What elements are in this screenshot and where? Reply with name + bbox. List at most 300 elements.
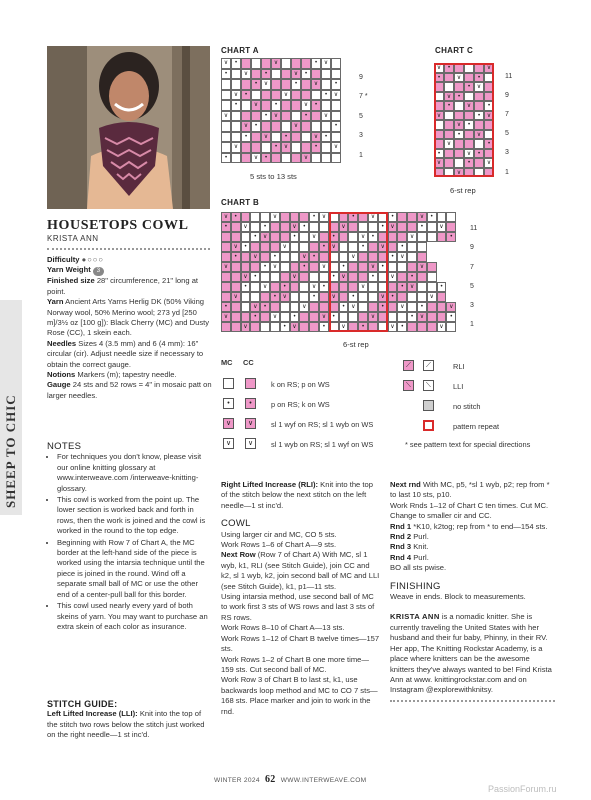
slip-wyb-icon: ∨	[223, 438, 234, 449]
chart-cell	[311, 111, 321, 122]
chart-cell	[280, 222, 290, 232]
chart-cell	[311, 121, 321, 132]
chart-cell: •	[474, 111, 484, 121]
chart-cell: •	[309, 292, 319, 302]
row-number: 11	[505, 73, 513, 80]
page-footer	[214, 774, 394, 785]
no-stitch-icon	[423, 400, 434, 411]
chart-cell	[241, 252, 251, 262]
row-number: 11	[470, 225, 478, 232]
chart-cell	[427, 262, 437, 272]
chart-cell	[388, 242, 398, 252]
chart-cell	[397, 292, 407, 302]
chart-cell	[221, 100, 231, 111]
chart-cell: ∨	[290, 322, 300, 332]
chart-cell	[270, 232, 280, 242]
chart-cell	[281, 79, 291, 90]
chart-cell: •	[446, 312, 456, 322]
chart-cell: ∨	[397, 302, 407, 312]
chart-cell: ∨	[358, 232, 368, 242]
chart-cell: •	[434, 149, 444, 159]
chart-cell: ∨	[407, 232, 417, 242]
row-number: 5	[470, 283, 474, 290]
chart-cell	[231, 322, 241, 332]
chart-cell	[291, 58, 301, 69]
chart-cell: ∨	[280, 292, 290, 302]
chart-cell: •	[348, 292, 358, 302]
chart-cell	[231, 222, 241, 232]
chart-cell: ∨	[291, 69, 301, 80]
chart-cell	[270, 222, 280, 232]
chart-cell: •	[270, 252, 280, 262]
chart-cell	[221, 121, 231, 132]
chart-cell: ∨	[484, 158, 494, 168]
rnd-label: Rnd 2	[390, 532, 412, 542]
chart-cell	[290, 262, 300, 272]
slip-wyf-icon: ∨	[245, 418, 256, 429]
chart-cell	[280, 262, 290, 272]
chart-cell: •	[221, 69, 231, 80]
chart-cell	[407, 292, 417, 302]
chart-cell	[261, 121, 271, 132]
chart-cell	[270, 282, 280, 292]
chart-cell: ∨	[464, 101, 474, 111]
chart-cell: ∨	[339, 272, 349, 282]
chart-cell	[309, 262, 319, 272]
legend-swatch-mc	[223, 378, 234, 389]
chart-cell: •	[309, 212, 319, 222]
chart-cell	[260, 272, 270, 282]
chart-cell	[241, 212, 251, 222]
stitch-guide	[47, 699, 212, 741]
legend-text: LLI	[453, 382, 464, 391]
chart-cell	[407, 222, 417, 232]
chart-cell	[231, 262, 241, 272]
chart-cell: ∨	[290, 272, 300, 282]
chart-cell: •	[407, 272, 417, 282]
cowl-line: Using larger cir and MC, CO 5 sts.	[221, 529, 337, 539]
chart-cell	[388, 232, 398, 242]
column-3	[390, 480, 555, 702]
chart-cell	[231, 69, 241, 80]
chart-cell: •	[251, 79, 261, 90]
chart-cell: ∨	[437, 322, 447, 332]
chart-cell: ∨	[378, 292, 388, 302]
cowl-line: Work Rows 1–12 of Chart B twelve times—157 sts.	[221, 633, 380, 654]
chart-cell	[301, 90, 311, 101]
chart-cell	[281, 153, 291, 164]
rnd-label: Rnd 3	[390, 542, 412, 552]
spec-yarn	[47, 297, 212, 339]
cowl-line: Work Rows 1–6 of Chart A—9 sts.	[221, 540, 337, 550]
legend-text: sl 1 wyf on RS; sl 1 wyb on WS	[271, 420, 374, 429]
chart-cell	[241, 79, 251, 90]
chart-cell	[397, 262, 407, 272]
chart-cell: ∨	[221, 58, 231, 69]
next-rnd-label: Next rnd	[390, 480, 421, 489]
chart-cell	[321, 69, 331, 80]
chart-cell: ∨	[331, 142, 341, 153]
chart-cell	[271, 69, 281, 80]
chart-cell	[221, 272, 231, 282]
chart-cell: ∨	[260, 282, 270, 292]
chart-cell	[321, 79, 331, 90]
rnd-line	[390, 553, 555, 563]
legend-text: sl 1 wyb on RS; sl 1 wyf on WS	[271, 440, 374, 449]
chart-cell: •	[241, 90, 251, 101]
chart-cell: ∨	[271, 58, 281, 69]
chart-cell	[446, 212, 456, 222]
chart-cell: •	[378, 302, 388, 312]
chart-cell: ∨	[221, 312, 231, 322]
rli-title: Right Lifted Increase (RLI):	[221, 480, 319, 489]
chart-cell	[241, 58, 251, 69]
chart-cell	[407, 302, 417, 312]
chart-cell: ∨	[434, 158, 444, 168]
chart-cell: •	[231, 212, 241, 222]
designer-name: KRISTA ANN	[47, 234, 99, 243]
chart-cell	[250, 322, 260, 332]
chart-cell: ∨	[251, 100, 261, 111]
lli-title: Left Lifted Increase (LLI):	[47, 709, 138, 719]
chart-cell	[446, 292, 456, 302]
chart-cell: ∨	[484, 111, 494, 121]
chart-cell	[427, 302, 437, 312]
chart-cell	[251, 69, 261, 80]
finishing-text: Weave in ends. Block to measurements.	[390, 592, 526, 602]
chart-cell: ∨	[474, 82, 484, 92]
chart-cell: •	[368, 272, 378, 282]
chart-cell	[281, 100, 291, 111]
chart-b	[221, 212, 457, 334]
row-number: 3	[470, 302, 474, 309]
chart-cell: ∨	[348, 302, 358, 312]
chart-cell: ∨	[378, 242, 388, 252]
chart-cell	[241, 292, 251, 302]
chart-cell: •	[464, 120, 474, 130]
chart-cell	[446, 282, 456, 292]
chart-cell: ∨	[329, 242, 339, 252]
chart-cell: •	[397, 282, 407, 292]
yarn-weight-icon: 3	[93, 267, 104, 276]
chart-cell: ∨	[309, 282, 319, 292]
chart-cell	[280, 212, 290, 222]
chart-cell: ∨	[319, 312, 329, 322]
chart-cell: •	[319, 242, 329, 252]
chart-cell: •	[311, 142, 321, 153]
chart-a-caption: 5 sts to 13 sts	[250, 172, 297, 181]
chart-cell	[291, 132, 301, 143]
chart-cell: •	[339, 302, 349, 312]
chart-cell	[251, 58, 261, 69]
chart-cell: ∨	[339, 222, 349, 232]
chart-cell: •	[407, 312, 417, 322]
chart-cell	[231, 121, 241, 132]
chart-cell: •	[231, 100, 241, 111]
chart-cell: •	[271, 100, 281, 111]
chart-cell: ∨	[241, 322, 251, 332]
chart-cell	[271, 153, 281, 164]
designer-bio	[390, 612, 555, 695]
chart-cell: •	[250, 272, 260, 282]
pattern-repeat-outline	[329, 212, 388, 332]
chart-cell	[407, 262, 417, 272]
chart-cell: •	[291, 79, 301, 90]
chart-cell: ∨	[397, 252, 407, 262]
chart-cell	[280, 232, 290, 242]
cowl-next-row	[221, 550, 381, 592]
spec-label: Yarn Weight	[47, 265, 91, 275]
lli-definition	[47, 709, 212, 740]
spec-gauge	[47, 380, 212, 401]
chart-cell	[301, 58, 311, 69]
chart-cell: •	[444, 101, 454, 111]
chart-cell	[221, 252, 231, 262]
row-number: 9	[359, 74, 363, 81]
divider	[47, 248, 210, 250]
chart-cell: ∨	[250, 302, 260, 312]
chart-cell: •	[329, 272, 339, 282]
spec-label: Gauge	[47, 380, 71, 390]
chart-cell: ∨	[241, 121, 251, 132]
chart-c-row-numbers	[505, 63, 525, 180]
spec-label: Needles	[47, 338, 77, 348]
chart-cell: •	[444, 63, 454, 73]
chart-cell: ∨	[231, 142, 241, 153]
chart-cell	[270, 272, 280, 282]
row-number: 3	[359, 132, 363, 139]
chart-cell: •	[250, 232, 260, 242]
chart-cell	[241, 232, 251, 242]
chart-cell: ∨	[299, 252, 309, 262]
chart-cell	[301, 132, 311, 143]
rnd-label: Rnd 4	[390, 552, 412, 562]
chart-cell	[417, 242, 427, 252]
rnd-text: *K10, k2tog; rep from * to end—154 sts.	[413, 521, 548, 531]
chart-cell: ∨	[271, 111, 281, 122]
chart-cell: •	[241, 282, 251, 292]
chart-cell	[260, 322, 270, 332]
row-number: 1	[359, 152, 363, 159]
chart-cell: ∨	[444, 139, 454, 149]
chart-cell: •	[454, 92, 464, 102]
chart-cell	[299, 242, 309, 252]
slip-wyf-icon: ∨	[223, 418, 234, 429]
chart-cell	[231, 232, 241, 242]
rnd-text: Purl.	[413, 532, 429, 542]
row-number: 7	[470, 264, 474, 271]
chart-cell: •	[339, 262, 349, 272]
row-number: 5	[359, 113, 363, 120]
chart-cell	[417, 322, 427, 332]
chart-cell	[290, 252, 300, 262]
chart-cell: ∨	[241, 222, 251, 232]
chart-cell	[388, 302, 398, 312]
chart-cell: •	[417, 302, 427, 312]
chart-cell: •	[348, 212, 358, 222]
chart-cell: ∨	[261, 132, 271, 143]
chart-cell	[319, 302, 329, 312]
chart-cell	[250, 242, 260, 252]
chart-cell	[250, 262, 260, 272]
chart-cell: •	[311, 100, 321, 111]
chart-c-caption: 6-st rep	[450, 186, 476, 195]
spec-difficulty	[47, 255, 212, 265]
chart-cell	[221, 322, 231, 332]
rnd-text: Purl.	[413, 552, 429, 562]
chart-cell: •	[397, 242, 407, 252]
chart-cell	[299, 312, 309, 322]
spec-label: Yarn	[47, 297, 64, 307]
chart-cell	[241, 100, 251, 111]
spec-needles	[47, 339, 212, 370]
chart-cell: •	[301, 111, 311, 122]
chart-cell: ∨	[446, 302, 456, 312]
chart-cell: •	[280, 282, 290, 292]
chart-cell: ∨	[221, 262, 231, 272]
chart-cell	[427, 252, 437, 262]
chart-cell	[271, 90, 281, 101]
chart-cell: •	[329, 312, 339, 322]
chart-cell	[321, 142, 331, 153]
chart-cell: ∨	[270, 262, 280, 272]
chart-cell: ∨	[454, 73, 464, 83]
spec-value: Markers (m); tapestry needle.	[77, 370, 177, 380]
chart-cell: •	[260, 222, 270, 232]
cowl-line: Work Row 3 of Chart B to last st, k1, use backwards loop method and MC to CO 7 sts—168 sts. Place marker and join to work in the rnd.	[221, 675, 378, 716]
chart-cell	[446, 242, 456, 252]
rnd-text: Knit.	[413, 542, 429, 552]
chart-cell	[241, 262, 251, 272]
spec-label: Finished size	[47, 276, 95, 286]
chart-cell	[309, 302, 319, 312]
chart-cell: •	[427, 212, 437, 222]
chart-cell	[221, 79, 231, 90]
chart-cell: ∨	[281, 142, 291, 153]
section-side-tab	[0, 300, 22, 515]
col3-line: Change to smaller cir and CC.	[390, 511, 492, 521]
chart-cell: •	[329, 232, 339, 242]
chart-cell: •	[319, 322, 329, 332]
chart-cell	[290, 292, 300, 302]
chart-cell: ∨	[301, 100, 311, 111]
column-2	[221, 480, 381, 717]
chart-cell	[280, 302, 290, 312]
row-number: 3	[505, 149, 509, 156]
spec-value: Sizes 4 (3.5 mm) and 6 (4 mm): 16" circular (cir). Adjust needle size if necessary to obtain the correct gauge.	[47, 338, 204, 369]
row-number: 1	[470, 321, 474, 328]
chart-cell	[231, 111, 241, 122]
chart-cell: •	[474, 73, 484, 83]
chart-cell	[388, 312, 398, 322]
chart-cell	[290, 242, 300, 252]
cowl-line: Work Rows 8–10 of Chart A—13 sts.	[221, 623, 345, 633]
chart-cell	[271, 79, 281, 90]
chart-cell: •	[321, 90, 331, 101]
chart-cell: ∨	[290, 222, 300, 232]
chart-cell: ∨	[319, 262, 329, 272]
chart-cell	[250, 212, 260, 222]
chart-cell: ∨	[434, 111, 444, 121]
chart-cell	[231, 282, 241, 292]
finishing-heading: FINISHING	[390, 580, 441, 592]
chart-cell	[291, 153, 301, 164]
chart-cell: •	[290, 312, 300, 322]
chart-cell	[309, 322, 319, 332]
chart-cell	[427, 282, 437, 292]
chart-cell: •	[270, 292, 280, 302]
chart-cell	[407, 252, 417, 262]
legend-text: k on RS; p on WS	[271, 380, 330, 389]
chart-cell	[331, 58, 341, 69]
chart-cell	[260, 312, 270, 322]
chart-cell	[241, 312, 251, 322]
side-tab-label: SHEEP TO CHIC	[3, 394, 18, 508]
rli-text: Knit into the top of the stitch below the next stitch on the left needle—1 st inc'd.	[221, 480, 373, 510]
row-number: 9	[470, 244, 474, 251]
rnd-label: Rnd 1	[390, 521, 412, 531]
chart-cell: ∨	[484, 63, 494, 73]
chart-cell: ∨	[301, 153, 311, 164]
chart-cell	[260, 252, 270, 262]
spec-value: Ancient Arts Yarns Herlig DK (50% Viking Norway wool, 50% Merino wool; 273 yd [250 m]/3½ oz [100 g]): Black Cherry (MC) and Dusty Rose (CC), 1 skein each.	[47, 297, 210, 338]
chart-cell: ∨	[270, 312, 280, 322]
chart-cell	[331, 100, 341, 111]
rli-icon: ⟋	[403, 360, 414, 371]
chart-cell	[321, 121, 331, 132]
difficulty-icon: ●○○○	[81, 255, 104, 264]
lli-icon: ⟍	[403, 380, 414, 391]
row-number: 9	[505, 92, 509, 99]
chart-cell	[280, 312, 290, 322]
chart-cell	[231, 153, 241, 164]
chart-cell	[241, 111, 251, 122]
chart-cell	[437, 272, 447, 282]
chart-cell	[407, 322, 417, 332]
chart-cell: •	[241, 132, 251, 143]
chart-cell: ∨	[427, 292, 437, 302]
chart-cell: •	[221, 153, 231, 164]
chart-cell: ∨	[321, 58, 331, 69]
chart-cell	[427, 242, 437, 252]
chart-cell: •	[299, 262, 309, 272]
chart-cell: ∨	[474, 130, 484, 140]
chart-cell: •	[221, 222, 231, 232]
notes-heading: NOTES	[47, 441, 82, 452]
chart-cell	[331, 153, 341, 164]
chart-cell: •	[434, 73, 444, 83]
chart-cell	[397, 212, 407, 222]
chart-cell	[291, 90, 301, 101]
row-number: 7 *	[359, 93, 368, 100]
chart-cell	[261, 58, 271, 69]
chart-cell	[290, 302, 300, 312]
chart-cell	[291, 111, 301, 122]
chart-cell	[321, 100, 331, 111]
chart-cell: •	[281, 132, 291, 143]
chart-c-label: CHART C	[435, 46, 474, 55]
chart-cell	[417, 292, 427, 302]
chart-cell: ∨	[339, 322, 349, 332]
footer-issue: WINTER 2024	[214, 777, 260, 784]
legend-text: pattern repeat	[453, 422, 500, 431]
chart-cell	[319, 232, 329, 242]
chart-cell	[241, 302, 251, 312]
chart-cell: ∨	[291, 121, 301, 132]
chart-cell: •	[261, 69, 271, 80]
chart-cell: ∨	[437, 222, 447, 232]
chart-cell	[311, 153, 321, 164]
